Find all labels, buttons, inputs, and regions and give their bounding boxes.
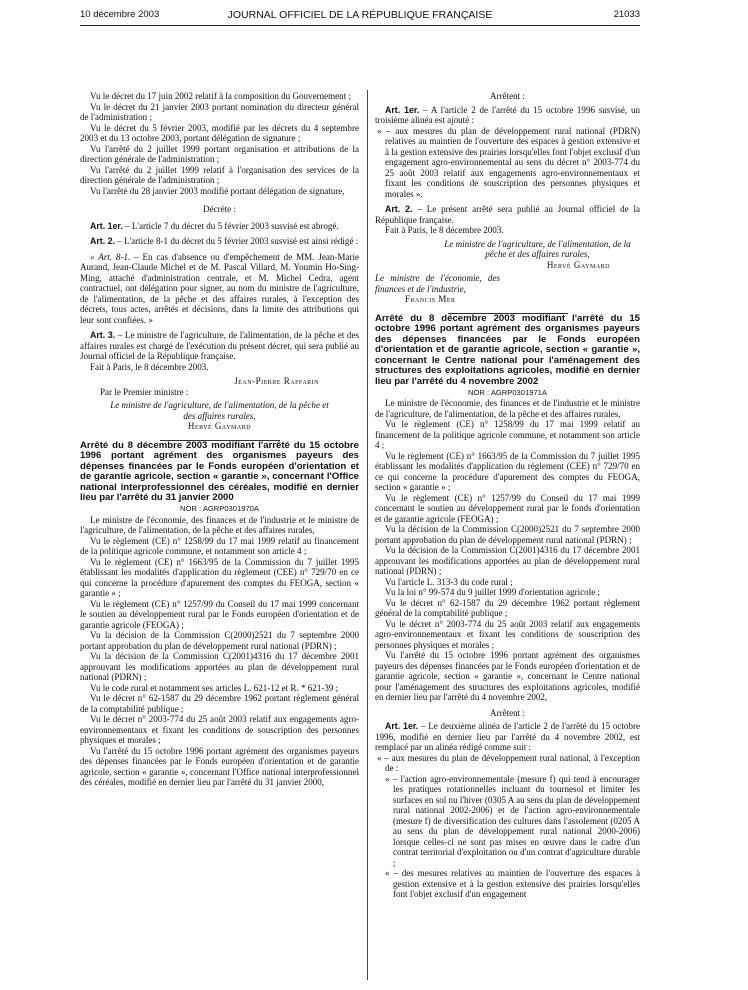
fait-line: Fait à Paris, le 8 décembre 2003. [385,225,504,235]
article-text: – En cas d'absence ou d'empêchement de MM. Jean-Marie Aurand, Jean-Claude Michel et de M. Pascal Villard, M. Youmin Ho-Sing-Ming, attaché d'administration centrale, et M. Michel Cedra, agent contractuel, ont délégation pour signer, au nom du ministre de l'agriculture, de l'alimentation, de la pêche et des affaires rurales, à l'exception des décrets, tous actes, arrêtés et décisions, dans la limite des attributions qui leur sont confiées. » [80,251,359,325]
vu-paragraph: Vu le décret du 5 février 2003, modifié par les décrets du 4 septembre 2003 et du 13 octobre 2003, portant délégation de signature ; [80,122,359,143]
minister-name: Hervé Gaymard [187,421,252,431]
vu-paragraph: Vu l'arrêté du 15 octobre 1996 portant agrément des organismes payeurs des dépenses financées par le Fonds européen d'orientation et de garantie agricole, section « garantie », concernant le Centre national pour l'aménagement des structures des exploitations agricoles, modifié en dernier lieu par l'arrêté du 4 novembre 2002, [375,650,640,703]
right-column [375,91,640,900]
article-text: – Le présent arrêté sera publié au Journal officiel de la République française. [375,204,641,225]
quoted-paragraph: « – aux mesures du plan de développement rural national, à l'exception de : [377,752,640,774]
vu-paragraph: Vu le règlement (CE) n° 1663/95 de la Commission du 7 juillet 1995 établissant les modalités d'application du règlement (CEE) n° 729/70 en ce qui concerne la procédure d'apurement des comptes du FEOGA, section « garantie » ; [80,556,359,599]
header-rule [80,25,640,26]
vu-paragraph: Vu la loi n° 99-574 du 9 juillet 1999 d'orientation agricole ; [385,587,601,598]
eco-minister-title: Le ministre de l'économie, des finances et de l'industrie, [375,273,500,294]
vu-paragraph: Vu le règlement (CE) n° 1663/95 de la Commission du 7 juillet 1995 établissant les modalités d'application du règlement (CEE) n° 729/70 en ce qui concerne la procédure d'apurement des comptes du FEOGA, section « garantie » ; [375,450,640,493]
arrete-title: Arrêté du 8 décembre 2003 modifiant l'arrêté du 15 octobre 1996 portant agrément des organismes payeurs des dépenses financées par le Fonds européen d'orientation et de garantie agricole, section « garantie », concernant le Centre national pour l'aménagement des structures des exploitations agricoles, modifié en dernier lieu par l'arrêté du 4 novembre 2002 [375,312,640,388]
article-label: « Art. 8-1. [90,251,131,262]
vu-paragraph: Vu le code rural et notamment ses articles L. 621-12 et R. * 621-39 ; [90,682,339,693]
article-text: – L'article 7 du décret du 5 février 2003 susvisé est abrogé. [122,220,339,231]
vu-paragraph: Vu l'arrêté du 15 octobre 1996 portant agrément des organismes payeurs des dépenses financées par le Fonds européen d'orientation et de garantie agricole, section « garantie », concernant l'Office national interprofessionnel des céréales, modifié en dernier lieu par l'arrêté du 31 janvier 2000, [80,745,359,788]
vu-paragraph: Vu le décret du 17 juin 2002 relatif à la composition du Gouvernement ; [90,91,351,101]
minister-name: Hervé Gaymard [546,259,610,270]
article-label: Art. 1er. [90,220,123,231]
vu-paragraph: Vu le décret n° 2003-774 du 25 août 2003 relatif aux engagements agro-environnementaux et fixant les conditions de souscription des personnes physiques et morales ; [80,714,359,746]
arretent-heading: Arrêtent : [490,91,525,101]
quoted-paragraph: « – l'action agro-environnementale (mesure f) qui tend à encourager les pratiques rotationnelles incluant du tournesol et limiter les surfaces en sol nu l'hiver (0305 A au sens du plan de développement rural national 2002-2006) et de l'action agro-environnementale (mesure f) de diversification des cultures dans l'assolement (0205 A au sens du plan de développement rural national 2000-2006) lorsque celles-ci ne sont pas mises en œuvre dans le cadre d'un contrat territorial d'exploitation ou d'un contrat d'agriculture durable ; [385,773,640,868]
article-label: Art. 1er. [385,104,420,115]
journal-title: JOURNAL OFFICIEL DE LA RÉPUBLIQUE FRANÇAISE [227,9,493,21]
article-label: Art. 1er. [385,721,419,732]
nor-reference: NOR : AGRP0301970A [180,504,259,514]
decrete-heading: Décrète : [203,204,236,214]
article-text: – Le ministre de l'agriculture, de l'alimentation, de la pêche et des affaires rurales est chargé de l'exécution du présent décret, qui sera publié au Journal officiel de la République française. [80,330,359,361]
article-1 [80,221,359,232]
vu-paragraph: Vu l'arrêté du 2 juillet 1999 relatif à l'organisation des services de la direction générale de l'administration ; [80,164,359,185]
vu-paragraph: Vu la décision de la Commission C(2001)4316 du 17 décembre 2001 approuvant les modifications apportées au plan de développement rural national (PDRN) ; [375,545,640,577]
article-label: Art. 2. [90,236,115,246]
article-2 [80,236,359,247]
left-column [80,91,359,788]
article-1 [375,721,640,753]
article-2 [375,204,640,225]
vu-paragraph: Vu le décret n° 62-1587 du 29 décembre 1962 portant règlement général de la comptabilité publique ; [375,597,640,619]
vu-paragraph: Vu l'article L. 313-3 du code rural ; [385,576,513,587]
minister-title: Le ministre de l'agriculture, de l'alimentation, de la pêche et des affaires rurales, [444,238,631,259]
vu-paragraph: Vu le règlement (CE) n° 1258/99 du 17 mai 1999 relatif au financement de la politique agricole commune, et notamment son article 4 ; [80,535,359,557]
page-header [80,9,640,23]
intro-paragraph: Le ministre de l'économie, des finances et de l'industrie et le ministre de l'agriculture, de l'alimentation, de la pêche et des affaires rurales, [375,398,640,419]
column-divider [367,90,368,980]
quoted-paragraph: « – aux mesures du plan de développement rural national (PDRN) relatives au maintien de l'ouverture des espaces à gestion extensive et à la gestion extensive des prairies lorsqu'elles font l'objet exclusif d'un engagement agro-environnemental au sens du décret n° 2003-774 du 25 août 2003 relatif aux engagements agro-environnementaux et fixant les conditions de souscription des personnes physiques et morales ». [377,125,640,199]
vu-paragraph: Vu le règlement (CE) n° 1257/99 du Conseil du 17 mai 1999 concernant le soutien au développement rural par le Fonds européen d'orientation et de garantie agricole (FEOGA) ; [80,598,359,630]
article-label: Art. 2. [385,204,413,214]
nor-reference: NOR : AGRP0301971A [468,387,547,397]
vu-paragraph: Vu l'arrêté du 28 janvier 2003 modifié portant délégation de signature, [90,185,345,196]
vu-paragraph: Vu la décision de la Commission C(2000)2521 du 7 septembre 2000 portant approbation du plan de développement rural national (PDRN) ; [80,630,359,651]
article-text: – A l'article 2 de l'arrêté du 15 octobre 1996 susvisé, un troisième alinéa est ajouté : [375,104,640,125]
article-text: – Le deuxième alinéa de l'article 2 de l'arrêté du 15 octobre 1996, modifié en dernier lieu par l'arrêté du 4 novembre 2002, est remplacé par un alinéa rédigé comme suit : [375,721,641,753]
vu-paragraph: Vu l'arrêté du 2 juillet 1999 portant organisation et attributions de la direction générale de l'administration ; [80,143,359,164]
minister-title: Le ministre de l'agriculture, de l'alimentation, de la pêche et des affaires rurales, [110,400,329,421]
vu-paragraph: Vu le décret n° 62-1587 du 29 décembre 1962 portant règlement général de la comptabilité publique ; [80,693,359,714]
header-date: 10 décembre 2003 [80,9,160,20]
intro-paragraph: Le ministre de l'économie, des finances et de l'industrie et le ministre de l'agriculture, de l'alimentation, de la pêche et des affaires rurales, [80,514,359,536]
article-label: Art. 3. [90,330,116,340]
article-text: – L'article 8-1 du décret du 5 février 2003 susvisé est ainsi rédigé : [114,236,359,246]
fait-line: Fait à Paris, le 8 décembre 2003. [90,361,209,372]
vu-paragraph: Vu la décision de la Commission C(2000)2521 du 7 septembre 2000 portant approbation du plan de développement rural national (PDRN) ; [375,524,640,545]
quoted-paragraph: « – des mesures relatives au maintien de l'ouverture des espaces à gestion extensive et à la gestion extensive des prairies lorsqu'elles font l'objet exclusif d'un engagement [385,868,640,900]
vu-paragraph: Vu le règlement (CE) n° 1258/99 du 17 mai 1999 relatif au financement de la politique agricole commune, et notamment son article 4 ; [375,419,640,451]
page-number: 21033 [613,9,640,20]
arretent-heading: Arrêtent : [490,707,525,718]
article-3 [80,330,359,362]
par-premier-ministre: Par le Premier ministre : [100,386,189,397]
vu-paragraph: Vu le décret du 21 janvier 2003 portant nomination du directeur général de l'administration ; [80,101,359,122]
article-8-1 [80,252,359,326]
vu-paragraph: Vu le règlement (CE) n° 1257/99 du Conseil du 17 mai 1999 concernant le soutien au développement rural par le fonds d'orientation et de garantie agricole (FEOGA) ; [375,492,640,524]
eco-minister-name: Francis Mer [405,294,456,304]
article-1 [375,105,640,126]
vu-paragraph: Vu la décision de la Commission C(2001)4316 du 17 décembre 2001 approuvant les modifications apportées au plan de développement rural national (PDRN) ; [80,651,359,683]
vu-paragraph: Vu le décret n° 2003-774 du 25 août 2003 relatif aux engagements agro-environnementaux et fixant les conditions de souscription des personnes physiques et morales ; [375,618,640,650]
arrete-title: Arrêté du 8 décembre 2003 modifiant l'arrêté du 15 octobre 1996 portant agrément des organismes payeurs des dépenses financées par le Fonds européen d'orientation et de garantie agricole, section « garantie », concernant l'Office national interprofessionnel des céréales, modifié en dernier lieu par l'arrêté du 31 janvier 2000 [80,439,359,504]
signature-pm: Jean-Pierre Raffarin [234,376,319,386]
